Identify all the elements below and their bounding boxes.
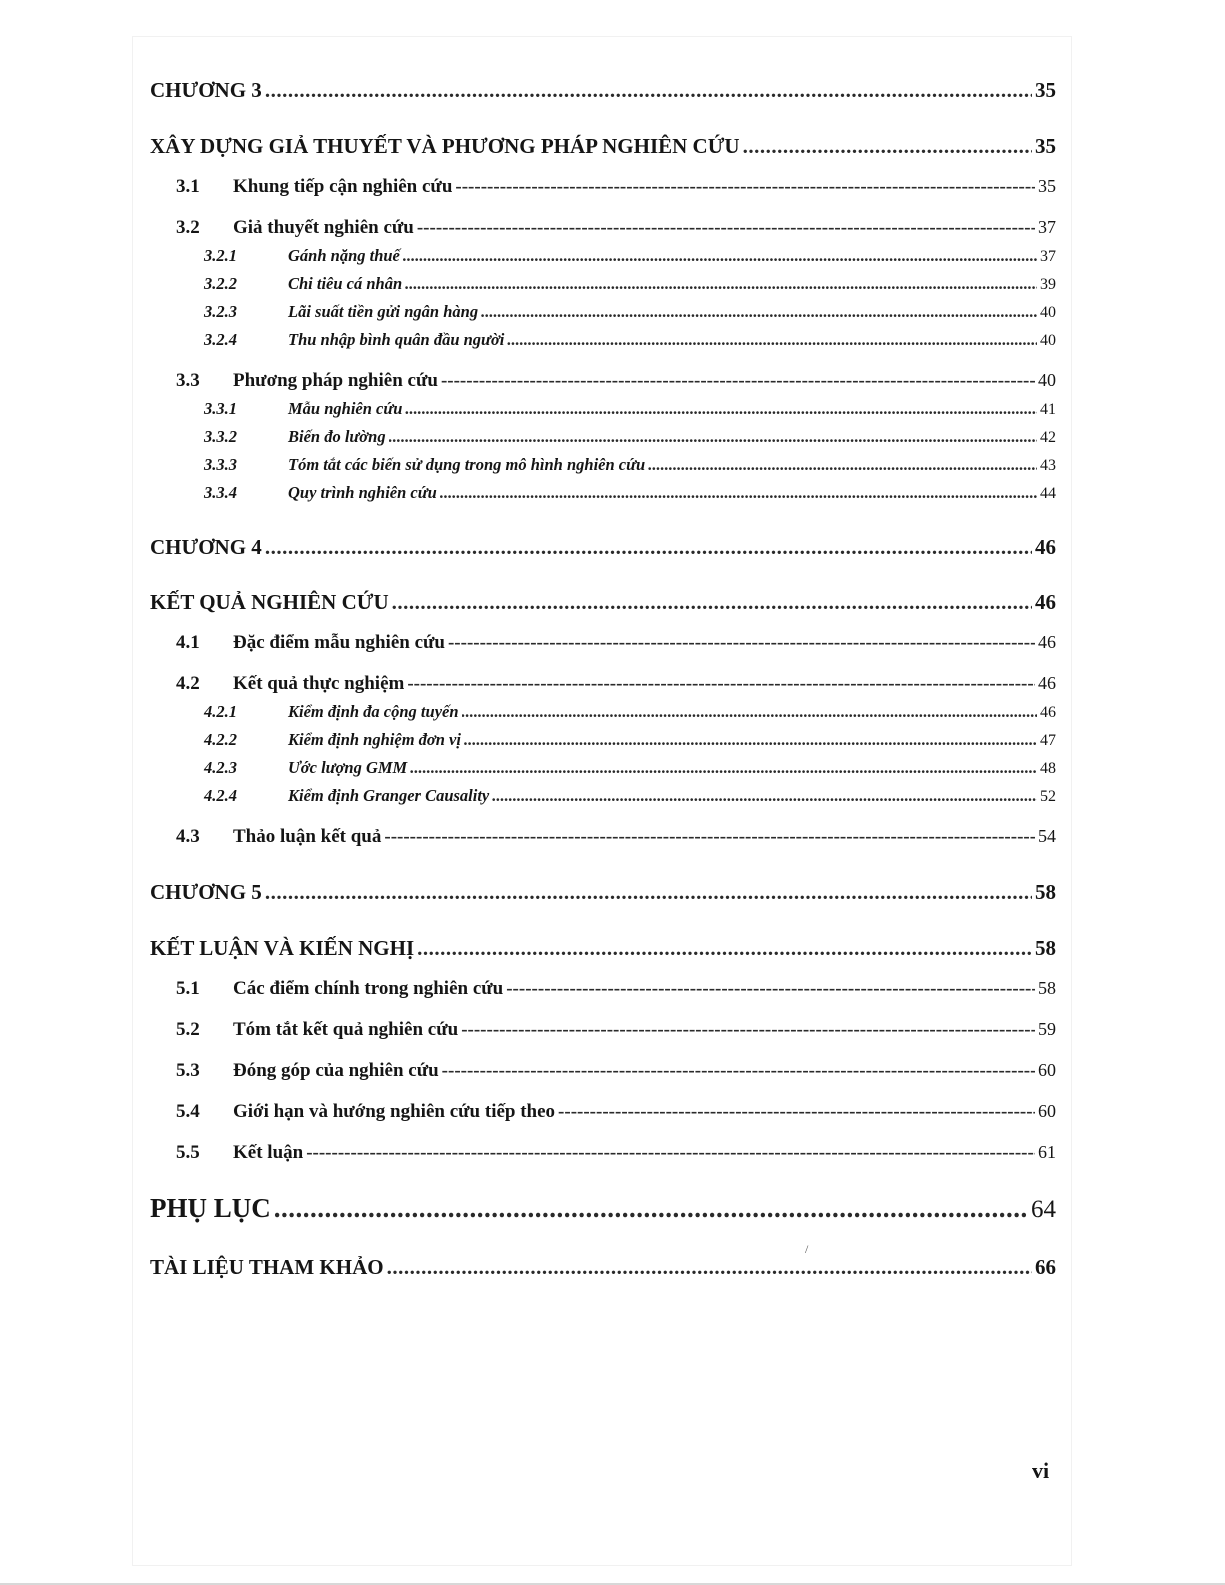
toc-entry-number: 4.2.3 [204, 758, 237, 777]
toc-entry-label: PHỤ LỤC [150, 1193, 271, 1223]
toc-entry-page: 64 [1031, 1196, 1056, 1223]
toc-entry-number: 3.3.2 [204, 427, 237, 446]
toc-entry-number: 4.2 [176, 673, 200, 694]
toc-leader [405, 274, 1037, 294]
toc-entry [204, 786, 1056, 806]
toc-entry-number: 3.2.3 [204, 302, 237, 321]
toc-entry-label: Kết luận [233, 1142, 304, 1163]
toc-entry-page: 39 [1040, 276, 1056, 293]
toc-entry-page: 40 [1038, 370, 1056, 390]
toc-leader [417, 936, 1032, 961]
toc-entry [204, 730, 1056, 750]
toc-leader [410, 758, 1037, 778]
toc-entry [176, 1101, 1056, 1123]
toc-entry-number: 4.2.1 [204, 702, 237, 721]
toc-entry-page: 46 [1038, 673, 1056, 693]
toc-entry-number: 3.2.1 [204, 246, 237, 265]
toc-entry-page: 40 [1040, 304, 1056, 321]
toc-entry [204, 483, 1056, 503]
toc-entry-label: Đóng góp của nghiên cứu [233, 1060, 439, 1081]
toc-leader [492, 786, 1037, 806]
toc-entry-page: 35 [1038, 176, 1056, 196]
toc-entry-number: 5.1 [176, 978, 200, 999]
toc-entry [204, 427, 1056, 447]
toc-entry [176, 217, 1056, 239]
toc-entry [150, 535, 1056, 560]
toc-entry-number: 5.5 [176, 1142, 200, 1163]
toc-entry-number: 5.3 [176, 1060, 200, 1081]
toc-leader [462, 702, 1037, 722]
toc-entry-page: 60 [1038, 1060, 1056, 1080]
toc-entry [204, 246, 1056, 266]
toc-entry [204, 455, 1056, 475]
toc-entry-label: Kiểm định Granger Causality [288, 786, 490, 805]
toc-entry-label: Ước lượng GMM [288, 758, 408, 777]
toc-entry-label: KẾT QUẢ NGHIÊN CỨU [150, 590, 389, 614]
page-number: vi [1032, 1458, 1050, 1483]
toc-entry-page: 58 [1035, 936, 1056, 960]
toc-leader [648, 455, 1037, 475]
toc-entry-number: 3.3.4 [204, 483, 237, 502]
toc-entry [176, 632, 1056, 654]
toc-entry-page: 35 [1035, 134, 1056, 158]
toc-leader [384, 826, 1035, 848]
toc-entry-label: CHƯƠNG 3 [150, 78, 262, 102]
toc-entry-label: Mẫu nghiên cứu [288, 399, 403, 418]
toc-entry [204, 758, 1056, 778]
toc-leader [389, 427, 1037, 447]
toc-entry-number: 3.2.2 [204, 274, 237, 293]
toc-entry [204, 302, 1056, 322]
toc-leader [403, 246, 1037, 266]
toc-entry-page: 48 [1040, 760, 1056, 777]
toc-entry-page: 41 [1040, 401, 1056, 418]
toc-entry [176, 1142, 1056, 1164]
toc-entry-label: Lãi suất tiền gửi ngân hàng [288, 302, 479, 321]
toc-entry [204, 399, 1056, 419]
toc-entry-number: 3.1 [176, 176, 200, 197]
toc-leader [265, 535, 1032, 560]
toc-entry-label: Tóm tắt các biến sử dụng trong mô hình nghiên cứu [288, 455, 646, 474]
toc-entry [150, 880, 1056, 905]
toc-entry-label: Giới hạn và hướng nghiên cứu tiếp theo [233, 1101, 556, 1122]
toc-leader [306, 1142, 1035, 1164]
toc-entry-label: Quy trình nghiên cứu [288, 483, 437, 502]
toc-entry-page: 40 [1040, 332, 1056, 349]
toc-entry-page: 58 [1038, 978, 1056, 998]
toc-entry [176, 826, 1056, 848]
toc-entry-label: Chi tiêu cá nhân [288, 274, 403, 293]
toc-entry-page: 35 [1035, 78, 1056, 102]
toc-entry-label: Thảo luận kết quả [233, 826, 382, 847]
toc-entry [176, 370, 1056, 392]
toc-entry-page: 59 [1038, 1019, 1056, 1039]
toc-entry-number: 4.2.2 [204, 730, 237, 749]
toc-entry-label: Đặc điểm mẫu nghiên cứu [233, 632, 445, 653]
toc-entry [204, 274, 1056, 294]
toc-leader [448, 632, 1035, 654]
toc-leader [440, 483, 1037, 503]
toc-entry [150, 1193, 1056, 1224]
toc-leader [743, 134, 1032, 159]
toc-entry [176, 1019, 1056, 1041]
toc-leader [405, 399, 1037, 419]
toc-leader [265, 880, 1032, 905]
toc-entry-label: Kiểm định nghiệm đơn vị [288, 730, 461, 749]
toc-entry-number: 4.2.4 [204, 786, 237, 805]
toc-entry-page: 58 [1035, 880, 1056, 904]
toc-leader [455, 176, 1035, 198]
toc-entry [150, 78, 1056, 103]
toc-entry [204, 330, 1056, 350]
toc-leader [442, 1060, 1035, 1082]
toc-entry-page: 46 [1035, 590, 1056, 614]
toc-entry-label: Kiểm định đa cộng tuyến [288, 702, 459, 721]
toc-entry-page: 52 [1040, 788, 1056, 805]
toc-leader [506, 978, 1035, 1000]
toc-entry-number: 4.3 [176, 826, 200, 847]
toc-leader [441, 370, 1035, 392]
scan-speck: / [805, 1242, 809, 1256]
toc-leader [387, 1255, 1032, 1280]
toc-entry-page: 54 [1038, 826, 1056, 846]
toc-entry [150, 590, 1056, 615]
toc-entry [150, 134, 1056, 159]
toc-entry [150, 936, 1056, 961]
toc-entry-label: Khung tiếp cận nghiên cứu [233, 176, 453, 197]
toc-leader [417, 217, 1035, 239]
toc-entry [176, 978, 1056, 1000]
toc-entry-label: Biến đo lường [288, 427, 386, 446]
toc-entry-label: Gánh nặng thuế [288, 246, 400, 265]
toc-leader [274, 1193, 1028, 1224]
toc-entry [150, 1255, 1056, 1280]
toc-entry-page: 46 [1038, 632, 1056, 652]
toc-entry-number: 3.2.4 [204, 330, 237, 349]
toc-entry-page: 47 [1040, 732, 1056, 749]
toc-entry-label: XÂY DỰNG GIẢ THUYẾT VÀ PHƯƠNG PHÁP NGHIÊN CỨU [150, 134, 740, 158]
toc-entry-label: Phương pháp nghiên cứu [233, 370, 438, 391]
toc-entry-label: Kết quả thực nghiệm [233, 673, 405, 694]
toc-leader [407, 673, 1035, 695]
toc-leader [265, 78, 1032, 103]
toc-entry-number: 3.3.1 [204, 399, 237, 418]
toc-entry-number: 5.2 [176, 1019, 200, 1040]
toc-entry-page: 66 [1035, 1255, 1056, 1279]
toc-entry-page: 37 [1038, 217, 1056, 237]
toc-entry-page: 43 [1040, 457, 1056, 474]
toc-entry-page: 61 [1038, 1142, 1056, 1162]
toc-entry-page: 44 [1040, 485, 1056, 502]
toc-leader [392, 590, 1032, 615]
toc-entry-label: Giả thuyết nghiên cứu [233, 217, 414, 238]
toc-entry [204, 702, 1056, 722]
toc-leader [461, 1019, 1035, 1041]
toc-entry-label: TÀI LIỆU THAM KHẢO [150, 1255, 384, 1279]
toc-entry-number: 3.2 [176, 217, 200, 238]
toc-entry-label: Tóm tắt kết quả nghiên cứu [233, 1019, 459, 1040]
toc-entry-number: 4.1 [176, 632, 200, 653]
toc-entry-page: 46 [1035, 535, 1056, 559]
toc-entry-page: 46 [1040, 704, 1056, 721]
toc-entry [176, 673, 1056, 695]
toc-entry-label: Thu nhập bình quân đầu người [288, 330, 505, 349]
toc-entry-label: CHƯƠNG 4 [150, 535, 262, 559]
toc-leader [464, 730, 1037, 750]
toc-entry-label: Các điểm chính trong nghiên cứu [233, 978, 504, 999]
toc-entry-label: CHƯƠNG 5 [150, 880, 262, 904]
toc-entry-number: 3.3.3 [204, 455, 237, 474]
toc-leader [558, 1101, 1035, 1123]
toc-entry [176, 176, 1056, 198]
toc-entry-page: 60 [1038, 1101, 1056, 1121]
toc-entry-page: 42 [1040, 429, 1056, 446]
toc-entry-number: 5.4 [176, 1101, 200, 1122]
toc-leader [507, 330, 1037, 350]
toc-entry [176, 1060, 1056, 1082]
toc-leader [481, 302, 1037, 322]
toc-entry-page: 37 [1040, 248, 1056, 265]
toc-entry-number: 3.3 [176, 370, 200, 391]
toc-entry-label: KẾT LUẬN VÀ KIẾN NGHỊ [150, 936, 415, 960]
